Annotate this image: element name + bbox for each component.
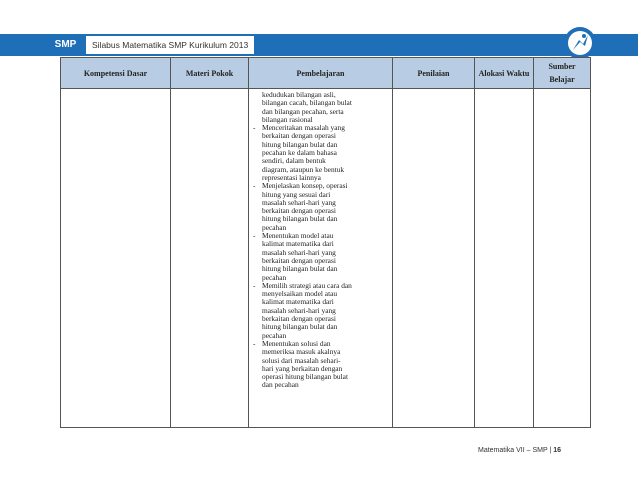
- header-materi-pokok: Materi Pokok: [171, 58, 249, 89]
- cell-sumber-belajar: [534, 89, 591, 428]
- text-line: Menentukan model atau: [262, 231, 334, 241]
- tut-wuri-handayani-logo-icon: [563, 26, 597, 60]
- header-sumber-belajar: Sumber Belajar: [534, 58, 591, 89]
- text-line: menyelsaikan model atau: [262, 289, 338, 299]
- text-line: operasi hitung bilangan bulat: [262, 372, 348, 382]
- bullet-dash: -: [253, 338, 256, 348]
- table-header-row: [61, 58, 591, 89]
- syllabus-table: [60, 57, 591, 428]
- list-item: [253, 232, 389, 282]
- bullet-dash: -: [253, 231, 256, 241]
- page-footer: [478, 447, 561, 454]
- list-item: [253, 124, 389, 182]
- text-line: pecahan: [262, 272, 287, 282]
- list-item: [253, 282, 389, 340]
- header-alokasi-waktu: Alokasi Waktu: [475, 58, 534, 89]
- text-line: berkaitan dengan operasi: [262, 206, 336, 216]
- text-line: dan pecahan: [262, 380, 299, 390]
- text-line: hitung bilangan bulat dan: [262, 214, 338, 224]
- footer-separator: |: [549, 447, 552, 454]
- text-line: representasi lainnya: [262, 172, 321, 182]
- text-line: memeriksa masuk akalnya: [262, 347, 341, 357]
- text-line: sendiri, dalam bentuk: [262, 156, 326, 166]
- text-line: hitung yang sesuai dari: [262, 189, 331, 199]
- text-line: masalah sehari-hari yang: [262, 305, 336, 315]
- text-line: diagram, ataupun ke bentuk: [262, 164, 345, 174]
- cell-materi-pokok: [171, 89, 249, 428]
- text-line: Memilih strategi atau cara dan: [262, 280, 352, 290]
- text-line: hari yang berkaitan dengan: [262, 363, 343, 373]
- table-row: [61, 89, 591, 428]
- text-line: pecahan: [262, 330, 287, 340]
- text-line: berkaitan dengan operasi: [262, 255, 336, 265]
- text-line: Menceritakan masalah yang: [262, 123, 345, 133]
- header-kompetensi-dasar: Kompetensi Dasar: [61, 58, 171, 89]
- header-penilaian: Penilaian: [393, 58, 475, 89]
- bullet-dash: -: [253, 181, 256, 191]
- document-title: Silabus Matematika SMP Kurikulum 2013: [84, 36, 254, 54]
- text-line: hitung bilangan bulat dan: [262, 264, 338, 274]
- text-line: kalimat matematika dari: [262, 297, 334, 307]
- continuation-text: [253, 91, 389, 124]
- text-line: hitung bilangan bulat dan: [262, 139, 338, 149]
- text-line: kedudukan bilangan asli,: [262, 90, 336, 99]
- text-line: masalah sehari-hari yang: [262, 197, 336, 207]
- text-line: kalimat matematika dari: [262, 239, 334, 249]
- footer-text: Matematika VII – SMP: [478, 447, 548, 454]
- text-line: dan bilangan pecahan, serta: [262, 106, 344, 116]
- text-line: Menentukan solusi dan: [262, 338, 331, 348]
- bullet-dash: -: [253, 123, 256, 133]
- list-item: [253, 182, 389, 232]
- text-line: berkaitan dengan operasi: [262, 314, 336, 324]
- text-line: bilangan cacah, bilangan bulat: [262, 98, 352, 108]
- cell-kompetensi-dasar: [61, 89, 171, 428]
- text-line: solusi dari masalah sehari-: [262, 355, 341, 365]
- text-line: bilangan rasional: [262, 114, 313, 124]
- smp-badge: SMP: [54, 39, 77, 50]
- cell-alokasi-waktu: [475, 89, 534, 428]
- cell-pembelajaran: [249, 89, 393, 428]
- page-number: 16: [553, 447, 562, 454]
- header-pembelajaran: Pembelajaran: [249, 58, 393, 89]
- list-item: [253, 340, 389, 390]
- text-line: hitung bilangan bulat dan: [262, 322, 338, 332]
- pembelajaran-content: [249, 89, 392, 390]
- text-line: pecahan: [262, 222, 287, 232]
- cell-penilaian: [393, 89, 475, 428]
- text-line: masalah sehari-hari yang: [262, 247, 336, 257]
- text-line: pecahan ke dalam bahasa: [262, 148, 337, 158]
- text-line: berkaitan dengan operasi: [262, 131, 336, 141]
- text-line: Menjelaskan konsep, operasi: [262, 181, 348, 191]
- bullet-dash: -: [253, 280, 256, 290]
